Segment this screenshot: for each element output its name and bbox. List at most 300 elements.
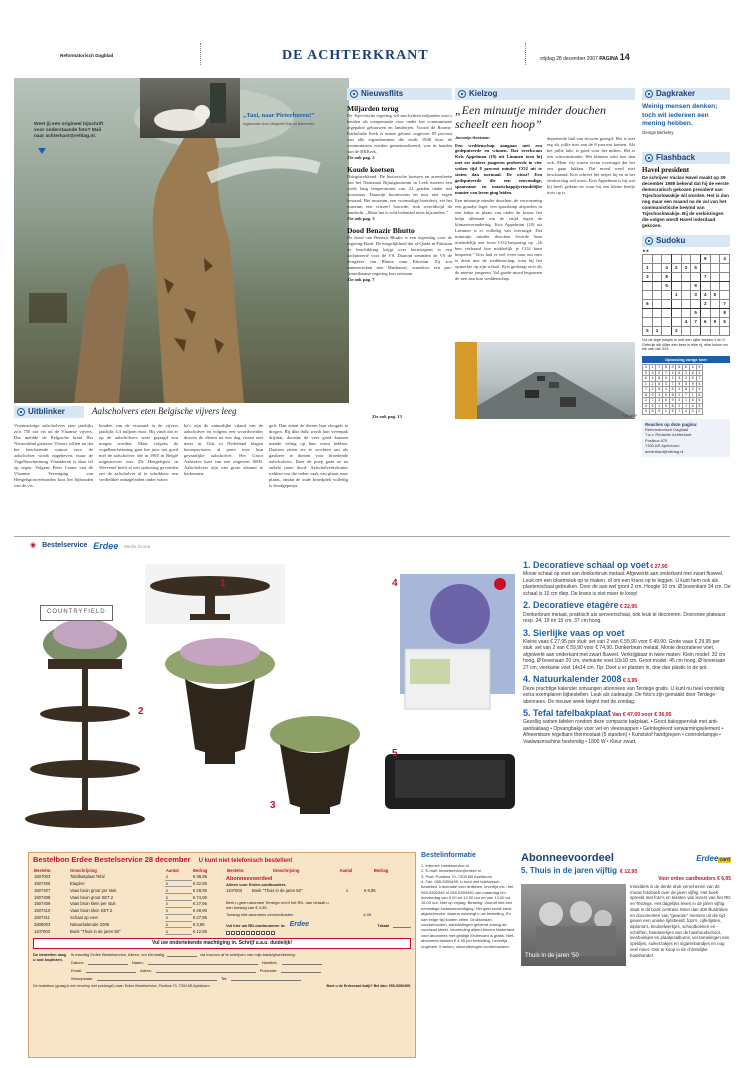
news-item-see: Zie ook pag. 2 (347, 155, 375, 161)
header-date-block (540, 52, 630, 63)
sudoku-cell[interactable] (720, 264, 730, 273)
kielzog-intro: Een weddenschap aangaan met een gedeputeerde en winnen. Dat overkwam Kris Appelman (18) uit Limmen toen hij met zes andere jongeren probeerde in vier weken tijd 8 procent minder CO2 uit te stoten dan normaal. De winst? Een gedeputeerde die een eenvoudige, spaarzame en maatschappijvriendelijke manier van leven ging leiden. (455, 142, 542, 196)
order-price: € 12,95 (192, 928, 207, 934)
news-item-title: Koude koetsen (347, 164, 395, 174)
solution-cell: 5 (696, 398, 703, 403)
sudoku-row (643, 255, 730, 264)
solution-cell: 7 (669, 381, 676, 386)
sudoku-cell[interactable] (662, 309, 672, 318)
order-code: 2808003 (34, 921, 51, 927)
uitblinker-columns (14, 423, 349, 489)
abonnee-product-row (521, 866, 731, 876)
arrow-down-icon (38, 148, 46, 154)
sudoku-cell[interactable] (691, 273, 701, 282)
book-photo (521, 884, 626, 966)
uitblinker-header (14, 406, 349, 418)
solution-cell: 8 (669, 403, 676, 408)
sudoku-cell[interactable] (700, 327, 710, 336)
solution-cell: 4 (669, 370, 676, 375)
order-desc: Boek "Thuis in de jaren 50" (70, 928, 121, 934)
solution-cell: 6 (656, 381, 663, 386)
section-title: DE ACHTERKRANT (282, 48, 429, 63)
order-code: 1107003 (225, 888, 242, 894)
sudoku-cell[interactable] (662, 318, 672, 327)
sudoku-cell[interactable]: 4 (681, 318, 691, 327)
solution-cell: 6 (643, 376, 650, 381)
bestelinfo-body (421, 863, 516, 949)
product-item (523, 674, 731, 705)
order-desc: Tafelbakplaat Tefal (70, 874, 105, 880)
order-qty[interactable]: x (165, 894, 192, 901)
flashback-box (642, 152, 730, 228)
sudoku-cell[interactable] (720, 282, 730, 291)
sudoku-cell[interactable] (652, 273, 662, 282)
solution-cell: 4 (656, 392, 663, 397)
erdee-logo: Erdee (289, 920, 310, 928)
col-header: Bedrag (373, 867, 389, 873)
sudoku-cell[interactable] (671, 282, 681, 291)
sudoku-cell[interactable] (652, 291, 662, 300)
solution-cell: 9 (656, 409, 663, 414)
solution-cell: 4 (689, 365, 696, 370)
total-field[interactable] (393, 923, 411, 928)
order-code: 1507411 (34, 915, 50, 921)
order-code: 1507409 (34, 901, 51, 907)
photo-caption-credit: Ingezonden door Margreet Klop uit Barneveld. (243, 122, 315, 127)
sudoku-cell[interactable]: 8 (662, 273, 672, 282)
kielzog-kicker (455, 88, 635, 100)
order-code: 1507003 (34, 874, 51, 880)
card-digit-box[interactable] (271, 931, 275, 935)
solution-cell: 1 (656, 403, 663, 408)
abonnee-sub: Alleen voor Erdee-cardhouders (225, 882, 286, 888)
uitblinker-kicker (14, 406, 84, 418)
city-field[interactable] (97, 976, 217, 981)
bestelinfo-line: 1. Internet: bestelservice.nl (421, 862, 469, 868)
bestelinfo-line: 3. Post: Postbus 70, 7300 AB Apeldoorn (421, 873, 493, 879)
auth-title: De bestellen mag u ook koplezen. (33, 951, 66, 962)
solution-cell: 2 (649, 381, 656, 386)
sudoku-cell[interactable] (643, 255, 653, 264)
bullet-circle-icon: ◉ (30, 542, 37, 550)
photo-prompt-text: Weet jij een origineel bijschrift voor onderstaande foto? Mail naar achterkant@refdag.nl. (34, 122, 104, 139)
order-price: € 3,95 (192, 921, 205, 927)
sudoku-cell[interactable]: 4 (720, 255, 730, 264)
sudoku-cell[interactable] (681, 273, 691, 282)
sudoku-cell[interactable] (652, 282, 662, 291)
order-qty[interactable]: x (165, 907, 192, 914)
solution-cell: 8 (689, 398, 696, 403)
solution-cell: 8 (649, 409, 656, 414)
sudoku-cell[interactable] (671, 300, 681, 309)
sudoku-cell[interactable] (720, 291, 730, 300)
photo-caption-title: „Taxi, naar Pieterburen!” (243, 112, 315, 119)
abonneevoordeel-box (521, 852, 731, 966)
sudoku-cell[interactable] (710, 309, 720, 318)
solution-cell: 7 (649, 398, 656, 403)
kielzog-see: Zie ook pag. 13 (372, 414, 402, 419)
card-digit-box[interactable] (256, 931, 260, 935)
solution-cell: 1 (663, 409, 670, 414)
sudoku-cell[interactable]: 5 (662, 282, 672, 291)
sudoku-cell[interactable]: 5 (643, 327, 653, 336)
nieuwsflits-kicker (347, 88, 452, 100)
sudoku-cell[interactable] (652, 264, 662, 273)
product-item (523, 600, 731, 624)
sudoku-cell[interactable]: 5 (691, 309, 701, 318)
bullet-circle-icon (645, 90, 653, 98)
order-qty[interactable]: x (165, 880, 192, 887)
sudoku-cell[interactable]: 7 (700, 273, 710, 282)
solution-cell: 4 (649, 376, 656, 381)
sudoku-cell[interactable] (681, 309, 691, 318)
bullet-circle-icon (645, 237, 653, 245)
solution-cell: 4 (676, 398, 683, 403)
abonnee-title: Abonneevoordeel (225, 875, 273, 882)
sudoku-cell[interactable] (643, 282, 653, 291)
email-field[interactable] (86, 968, 136, 973)
solution-cell: 1 (669, 376, 676, 381)
field-label: Woonplaats: (71, 975, 94, 981)
traffic-photo (455, 342, 635, 419)
card-digit-box[interactable] (266, 931, 270, 935)
sudoku-cell[interactable] (710, 273, 720, 282)
sudoku-cell[interactable] (691, 255, 701, 264)
sudoku-cell[interactable] (710, 300, 720, 309)
reacties-address (645, 427, 727, 454)
seal-illustration (140, 78, 240, 138)
dagkraker-author: George Berkeley (642, 129, 674, 135)
order-price: € 49,90 (192, 908, 207, 914)
order-code: 1107003 (34, 928, 50, 934)
sudoku-cell[interactable] (662, 300, 672, 309)
sudoku-cell[interactable] (720, 327, 730, 336)
solution-cell: 7 (643, 387, 650, 392)
page-number: 14 (619, 52, 630, 62)
card-digit-box[interactable] (261, 931, 265, 935)
solution-cell: 6 (669, 387, 676, 392)
solution-cell: 1 (689, 392, 696, 397)
sudoku-cell[interactable] (643, 291, 653, 300)
sudoku-cell[interactable]: 7 (691, 318, 701, 327)
kielzog-body-2: depeteerde had van tevoren gezegd: Het is niet erg als jullie niet aan de 8 procent komen. Als het jullie lukt, is goed voor het milieu. Het is een winwinsituatie. Het klimaat wint hoe dan ook. Maar wij waren ervan overtuigd dat het ons gaan lukken. Dat moed werd niet beschaamd. Kris schreef het netjes bij en in het eindverslag wel mooi. Kris Appelman is bij wat hij heeft gedaan en waar hij een kleine beetje trots op is. (547, 135, 635, 195)
sudoku-cell[interactable]: 6 (700, 318, 710, 327)
solution-cell: 4 (696, 381, 703, 386)
order-row (33, 901, 222, 908)
bullet-circle-icon (350, 90, 358, 98)
solution-cell: 1 (676, 387, 683, 392)
order-desc: Boek "Thuis in de jaren 50" (251, 888, 303, 894)
header-divider-right (525, 43, 527, 65)
field-label: Handtek. (261, 959, 278, 965)
sudoku-cell[interactable] (681, 291, 691, 300)
sudoku-label: Sudoku (656, 236, 686, 245)
kielzog-column (455, 88, 635, 282)
kielzog-author: Jacomijn Hoekman (455, 135, 490, 140)
solution-cell: 9 (663, 376, 670, 381)
order-row (33, 914, 222, 921)
bullet-circle-icon (17, 408, 25, 416)
solution-cell: 2 (656, 370, 663, 375)
sudoku-cell[interactable]: 8 (720, 309, 730, 318)
sudoku-cell[interactable] (710, 264, 720, 273)
card-digit-box[interactable] (241, 931, 245, 935)
order-desc: Vaas bruin groot SET 2 (70, 894, 114, 900)
solution-cell: 3 (656, 398, 663, 403)
sudoku-cell[interactable] (681, 300, 691, 309)
uitblinker-headline: Aalscholvers eten Belgische vijvers leeg (92, 406, 237, 417)
sudoku-cell[interactable] (720, 273, 730, 282)
card-digit-box[interactable] (226, 931, 230, 935)
order-qty[interactable]: x (165, 914, 192, 921)
reacties-line: Reformatorisch Dagblad (645, 427, 689, 433)
col-header: Omschrijving (272, 867, 300, 873)
bestelinfo-line: 2. E-mail: bestelservice@erdee.nl (421, 868, 481, 874)
order-price: € 74,90 (192, 894, 207, 900)
order-phone-note: U kunt niet telefonisch bestellen! (198, 858, 293, 864)
solution-cell: 6 (663, 398, 670, 403)
order-row (33, 887, 222, 894)
sudoku-row (643, 318, 730, 327)
erdee-logo: Erdee (93, 541, 119, 551)
news-item (347, 226, 452, 283)
product-item (523, 708, 731, 745)
solution-cell: 9 (696, 365, 703, 370)
header-divider-left (200, 43, 202, 65)
solution-cell: 9 (649, 392, 656, 397)
sudoku-cell[interactable] (652, 255, 662, 264)
sudoku-cell[interactable] (710, 327, 720, 336)
sudoku-cell[interactable] (671, 309, 681, 318)
fax-note: Bent u de Erdeecard kwijt? Bel dan: 055-5390495. (326, 983, 411, 988)
order-price: € 22,95 (192, 880, 207, 886)
solution-cell: 6 (696, 392, 703, 397)
order-qty[interactable]: x (165, 887, 192, 894)
solution-cell: 3 (689, 409, 696, 414)
solution-cell: 5 (649, 403, 656, 408)
field-label: Adres: (140, 967, 152, 973)
flashback-kicker (642, 152, 730, 164)
reacties-line: Postbus 670 (645, 437, 668, 443)
card-digit-box[interactable] (236, 931, 240, 935)
traffic-illustration (455, 342, 635, 419)
sudoku-cell[interactable] (681, 255, 691, 264)
sudoku-cell[interactable]: 2 (700, 300, 710, 309)
product-desc: Gezellig samen tafelen rondom deze compacte bakplaat. • Groot bakoppervlak met anti-aanbaklaag • Opvangbakje voor vet en vleessappen • Geïntegreerd verwarmingselement • Afneembare regelbare thermostaat (5 standen) • Kunststof handgrepen • controlelampje • Vaatwasmachine bestendig • 1800 W • Kleur zwart. (523, 719, 724, 745)
uitblinker-label: Uitblinker (28, 407, 65, 416)
solution-cell: 5 (663, 403, 670, 408)
sudoku-cell[interactable] (662, 291, 672, 300)
card-digit-box[interactable] (231, 931, 235, 935)
sudoku-cell[interactable] (671, 318, 681, 327)
order-qty[interactable]: x (165, 874, 192, 881)
sudoku-difficulty: ★★ (642, 248, 650, 253)
sudoku-cell[interactable] (681, 327, 691, 336)
sudoku-cell[interactable] (662, 255, 672, 264)
solution-cell: 3 (683, 370, 690, 375)
field-label: Naam: (131, 959, 144, 965)
order-desc: Vaas bruin groot per stuk (70, 887, 117, 893)
postcode-field[interactable] (281, 968, 321, 973)
solution-cell: 3 (663, 381, 670, 386)
sudoku-cell[interactable]: 9 (710, 318, 720, 327)
sudoku-cell[interactable]: 4 (700, 291, 710, 300)
card-number-field[interactable] (226, 931, 411, 935)
sudoku-cell[interactable] (710, 255, 720, 264)
solution-cell: 7 (676, 409, 683, 414)
sudoku-cell[interactable]: 1 (671, 291, 681, 300)
photo-caption-box (243, 112, 333, 127)
sudoku-cell[interactable]: 1 (643, 264, 653, 273)
sudoku-cell[interactable] (710, 282, 720, 291)
order-qty[interactable]: x (165, 921, 192, 928)
uitblinker-col: houden van de vrustand in de vijvers jaarlijks 4,3 miljoen euro. Hij vindt dat er op de aalscholvers weer gejaagd zou mogen worden. Maar volgens de vogelbescherming gaat het juist net goed met de aalscholver, die in 1965 in België uitgestorven was. De Hengelsport in Wervenel heeft al een oplossing gevonden om de aalscholver af te schrikken: een verdieliker onhagelsiden onder water. (99, 423, 178, 482)
sudoku-cell[interactable] (652, 300, 662, 309)
auth-text: Ik machtig Erdee Bestelservice, Alleen, om éénmalig (71, 951, 165, 957)
solution-cell: 8 (669, 392, 676, 397)
name-field[interactable] (148, 960, 258, 965)
sudoku-row (643, 300, 730, 309)
photo-number: 2 (138, 706, 144, 717)
reacties-email[interactable]: achterkant@refdag.nl (645, 448, 684, 454)
amount-field[interactable] (167, 952, 197, 957)
order-price: € 6,95 (363, 888, 376, 894)
sudoku-cell[interactable]: 3 (681, 264, 691, 273)
address-field[interactable] (156, 968, 256, 973)
solution-cell: 1 (649, 365, 656, 370)
kielzog-label: Kielzog (469, 89, 498, 98)
product-title: 2. Decoratieve etagère (523, 600, 619, 611)
order-qty[interactable]: x (345, 888, 349, 894)
sudoku-cell[interactable] (643, 318, 653, 327)
sudoku-cell[interactable] (681, 282, 691, 291)
solution-cell: 5 (676, 365, 683, 370)
solution-cell: 2 (696, 409, 703, 414)
sudoku-cell[interactable]: 1 (652, 327, 662, 336)
sudoku-cell[interactable] (662, 327, 672, 336)
product-title: 4. Natuurkalender 2008 (523, 674, 622, 685)
sudoku-cell[interactable] (700, 282, 710, 291)
news-item-body: De Tsjechische regering wil aan kerken miljarden euro's betalen als compensatie voor onder het communisme afgepakte gebouwen en landerijen. Vooral de Rooms-Katholieke Kerk is ermee gebaat: ongeveer 83 procent van alle eigendommen die sinds 1948 door de communisten werden genationaliseerd, was in handen van de RKKerk. (347, 113, 452, 155)
solution-cell: 7 (683, 392, 690, 397)
order-desc: Vaas bruin klein per stuk (70, 901, 116, 907)
solution-cell: 9 (643, 409, 650, 414)
sudoku-cell[interactable]: 6 (643, 300, 653, 309)
sudoku-cell[interactable] (691, 300, 701, 309)
sudoku-cell[interactable]: 4 (662, 264, 672, 273)
auth-row-1 (71, 960, 411, 965)
bestelinfo-title: Bestelinformatie (421, 852, 476, 859)
sudoku-cell[interactable]: 2 (671, 264, 681, 273)
bestelservice-brand: Bestelservice (42, 542, 88, 550)
uitblinker-col: ka's zijn de natuurlijke vijand van de aalscholver en volgens een woordvoerder durven de dieren na een dag vissen niet meer in. Ook in Nederland klagen beroepsvissers al jaren over hun gevaarlijke aalscholver. Het Groot Aalstrave kust van een ongeveer 6000. Aalscholvers zijn van grote afstand te herkennen. (184, 423, 263, 476)
order-qty[interactable]: x (165, 901, 192, 908)
abonnee-row (226, 888, 411, 893)
solution-cell: 7 (683, 403, 690, 408)
sudoku-cell[interactable] (700, 264, 710, 273)
sudoku-cell[interactable] (643, 309, 653, 318)
order-row (33, 894, 222, 901)
header-date: vrijdag 28 december 2007 (540, 56, 598, 62)
sudoku-cell[interactable]: 3 (643, 273, 653, 282)
photo-number: 4 (392, 578, 398, 589)
sudoku-cell[interactable] (671, 273, 681, 282)
sudoku-cell[interactable]: 5 (691, 264, 701, 273)
solution-cell: 3 (643, 365, 650, 370)
bullet-circle-icon (645, 154, 653, 162)
sudoku-cell[interactable] (691, 327, 701, 336)
reacties-title: Reacties op deze pagina: (645, 421, 698, 427)
order-confirm: Vul uw ondertekende machtiging in. Schrijf u.a.u. duidelijk! (33, 938, 411, 948)
signature-field[interactable] (282, 960, 322, 965)
sudoku-cell[interactable] (700, 309, 710, 318)
solution-cell: 8 (663, 365, 670, 370)
order-desc: Etagère (70, 880, 85, 886)
sudoku-cell[interactable]: 3 (671, 327, 681, 336)
solution-label: Oplossing vorige keer (642, 356, 730, 363)
solution-cell: 2 (643, 398, 650, 403)
bestelinfo-box (421, 852, 516, 949)
sudoku-cell[interactable] (652, 318, 662, 327)
sudoku-cell[interactable]: 5 (720, 318, 730, 327)
date-field[interactable] (88, 960, 128, 965)
bestelservice-header (30, 541, 150, 552)
news-item-title: Dood Benazir Bhutto (347, 225, 415, 235)
erdeecard-logo (696, 854, 731, 864)
solution-cell: 6 (689, 403, 696, 408)
field-label: Tel: (221, 975, 228, 981)
kielzog-headline: „Een minuutje minder douchen scheelt een hoop” (455, 103, 606, 132)
card-digit-box[interactable] (251, 931, 255, 935)
sudoku-cell[interactable] (671, 255, 681, 264)
solution-cell: 8 (643, 392, 650, 397)
sudoku-box (642, 235, 730, 457)
solution-cell: 9 (669, 398, 676, 403)
abonnee-price: € 12,95 (620, 868, 638, 875)
order-tables (29, 868, 415, 936)
order-table-header (226, 868, 411, 874)
auth-fields (71, 952, 411, 981)
order-price: € 36,95 (192, 874, 207, 880)
product-price: € 22,95 (619, 604, 638, 611)
product-desc: Mooie schaal op voet van donkerbruin metaal. Afgewerkt aan onderkant met zwart fluweel. Leuk om een bloemstuk op te maken, of om een krans op te leggen. U kunt hem ook als plantenschaal gebruiken. Door de aan wel groot 2 cm. Hoogte 10 cm. Ø bovenkant 34 cm. De schaal is 10 cm diep. De krans is niet meer te koop! (523, 571, 731, 597)
product-title: 1. Decoratieve schaal op voet (523, 560, 650, 570)
solution-cell: 4 (643, 403, 650, 408)
sudoku-cell[interactable]: 9 (700, 255, 710, 264)
order-qty[interactable]: x (165, 928, 192, 935)
order-code: 1507410 (34, 908, 51, 914)
sudoku-kicker (642, 235, 730, 247)
sudoku-cell[interactable]: 5 (710, 291, 720, 300)
sudoku-cell[interactable]: 7 (720, 300, 730, 309)
card-digit-box[interactable] (246, 931, 250, 935)
phone-field[interactable] (231, 976, 301, 981)
product-item (523, 560, 731, 597)
order-price: € 27,95 (192, 915, 207, 921)
sudoku-cell[interactable] (652, 309, 662, 318)
sudoku-cell[interactable]: 9 (691, 282, 701, 291)
order-desc: Vaas bruin klein SET 2 (70, 908, 113, 914)
sudoku-row (643, 282, 730, 291)
abonneevoordeel-title: Abonneevoordeel (521, 852, 614, 864)
kielzog-col-right (547, 136, 635, 282)
solution-cell: 5 (656, 387, 663, 392)
col-header: Bestelnr. (34, 867, 52, 873)
col-header: Aantal (165, 867, 179, 873)
product-desc: Kleine vaas € 27,95 per stuk: set van 2 van € 55,90 voor € 49,90. Grote vaas € 29,95 per stuk: set van 2 van € 59,90 voor € 74,90. Donkerbruin metaal. Mooie decoratieve voet, afgewerkt aan onderkant met zwart fluweel. Verkrijgbaar in twee maten: Klein model: 33 cm hoog, Ø bovenaan 20 cm, vierkante voet 10x10 cm. Groot model: 45 cm hoog, Ø bovenaan 27 cm, vierkante voet 14x14 cm. Tip: Doet u er planten in, doe dan plastic in de pot. (523, 638, 726, 671)
section-divider (14, 536, 730, 537)
sudoku-cell[interactable]: 3 (691, 291, 701, 300)
